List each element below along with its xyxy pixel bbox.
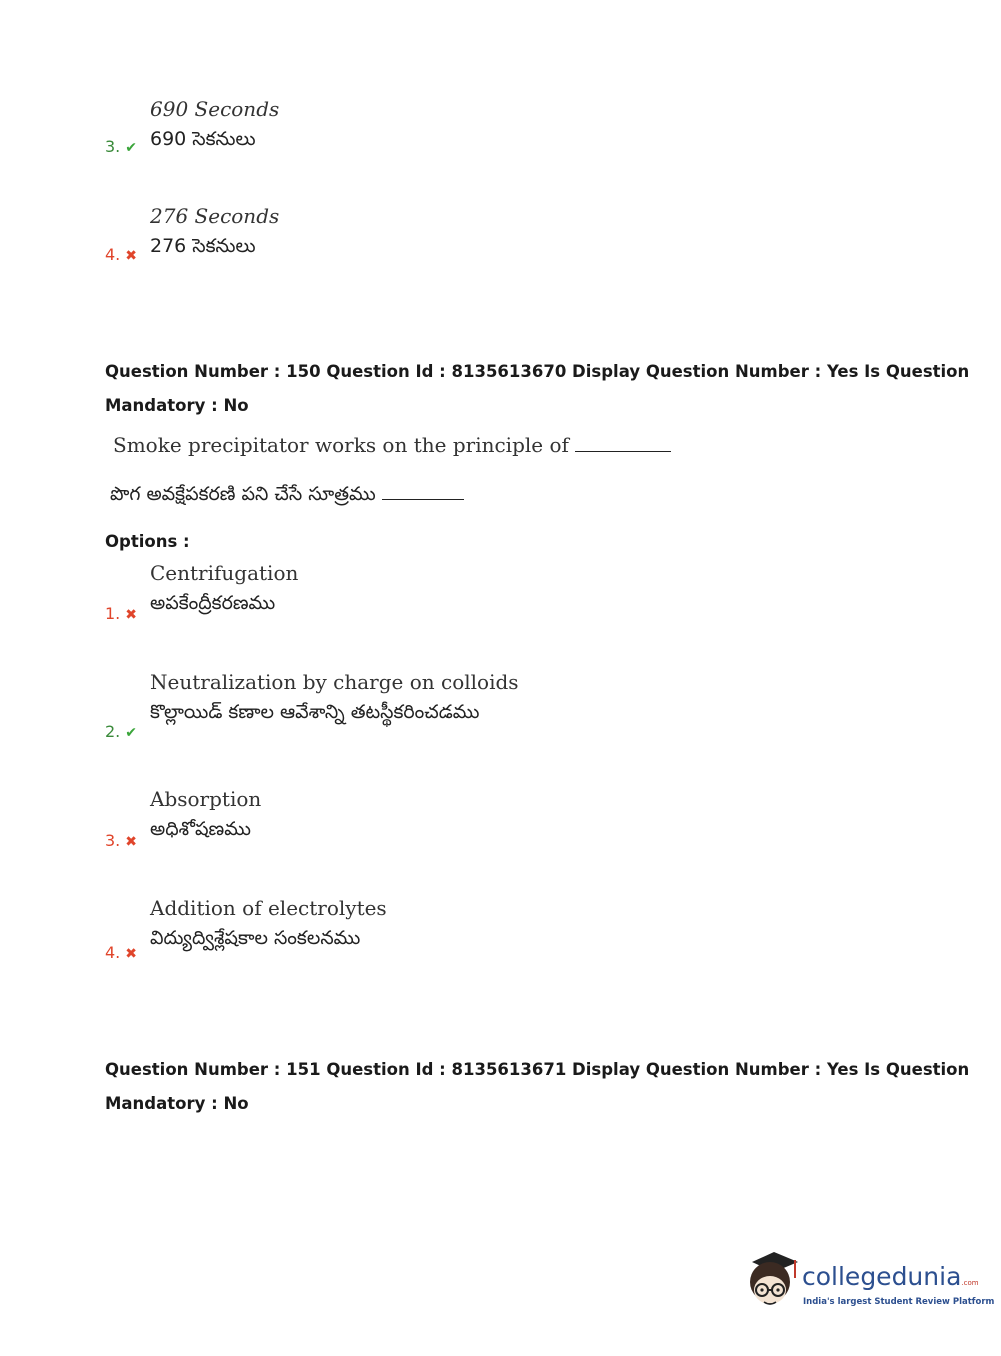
check-icon: ✔ [125, 725, 137, 741]
cross-icon: ✖ [125, 946, 137, 962]
option-number: 4. [105, 943, 121, 962]
cross-icon: ✖ [125, 834, 137, 850]
option-number: 4. [105, 245, 121, 264]
option-4-telugu: విద్యుద్విశ్లేషకాల సంకలనము [150, 927, 361, 949]
option-3-telugu: అధిశోషణము [150, 818, 251, 840]
prev-option-3-marker [105, 137, 137, 156]
option-number: 3. [105, 137, 121, 156]
option-3-marker [105, 831, 137, 850]
question-150-header: Question Number : 150 Question Id : 8135613670 Display Question Number : Yes Is Question [105, 362, 970, 381]
prev-option-4-english: 276 Seconds [150, 204, 280, 228]
options-label: Options : [105, 532, 190, 551]
prev-option-3-english: 690 Seconds [150, 97, 280, 121]
question-150-text-english: Smoke precipitator works on the principle of [113, 433, 671, 457]
option-3-english: Absorption [150, 787, 262, 811]
question-151-mandatory: Mandatory : No [105, 1094, 249, 1113]
prev-option-3-telugu: 690 సెకనులు [150, 128, 256, 150]
option-2-telugu: కొల్లాయిడ్ కణాల ఆవేశాన్ని తటస్థీకరించడము [150, 701, 480, 723]
option-1-marker [105, 604, 137, 623]
collegedunia-logo[interactable] [742, 1248, 995, 1318]
option-1-english: Centrifugation [150, 561, 299, 585]
logo-tagline: India's largest Student Review Platform [803, 1297, 995, 1307]
cross-icon: ✖ [125, 248, 137, 264]
cross-icon: ✖ [125, 607, 137, 623]
answer-blank [575, 451, 671, 452]
option-number: 1. [105, 604, 121, 623]
logo-name: collegedunia [802, 1262, 962, 1291]
question-150-text-telugu: పొగ అవక్షేపకరణి పని చేసే సూత్రము [110, 483, 464, 510]
answer-blank [382, 499, 464, 500]
option-4-english: Addition of electrolytes [150, 896, 387, 920]
option-4-marker [105, 943, 137, 962]
mascot-icon [742, 1248, 800, 1314]
option-number: 2. [105, 722, 121, 741]
option-2-english: Neutralization by charge on colloids [150, 670, 519, 694]
question-151-header: Question Number : 151 Question Id : 8135613671 Display Question Number : Yes Is Question [105, 1060, 970, 1079]
option-number: 3. [105, 831, 121, 850]
option-1-telugu: అపకేంద్రీకరణము [150, 592, 276, 614]
check-icon: ✔ [125, 140, 137, 156]
question-150-mandatory: Mandatory : No [105, 396, 249, 415]
logo-suffix: .com [961, 1279, 979, 1287]
logo-wordmark [802, 1262, 979, 1291]
prev-option-4-marker [105, 245, 137, 264]
prev-option-4-telugu: 276 సెకనులు [150, 235, 256, 257]
option-2-marker [105, 722, 137, 741]
